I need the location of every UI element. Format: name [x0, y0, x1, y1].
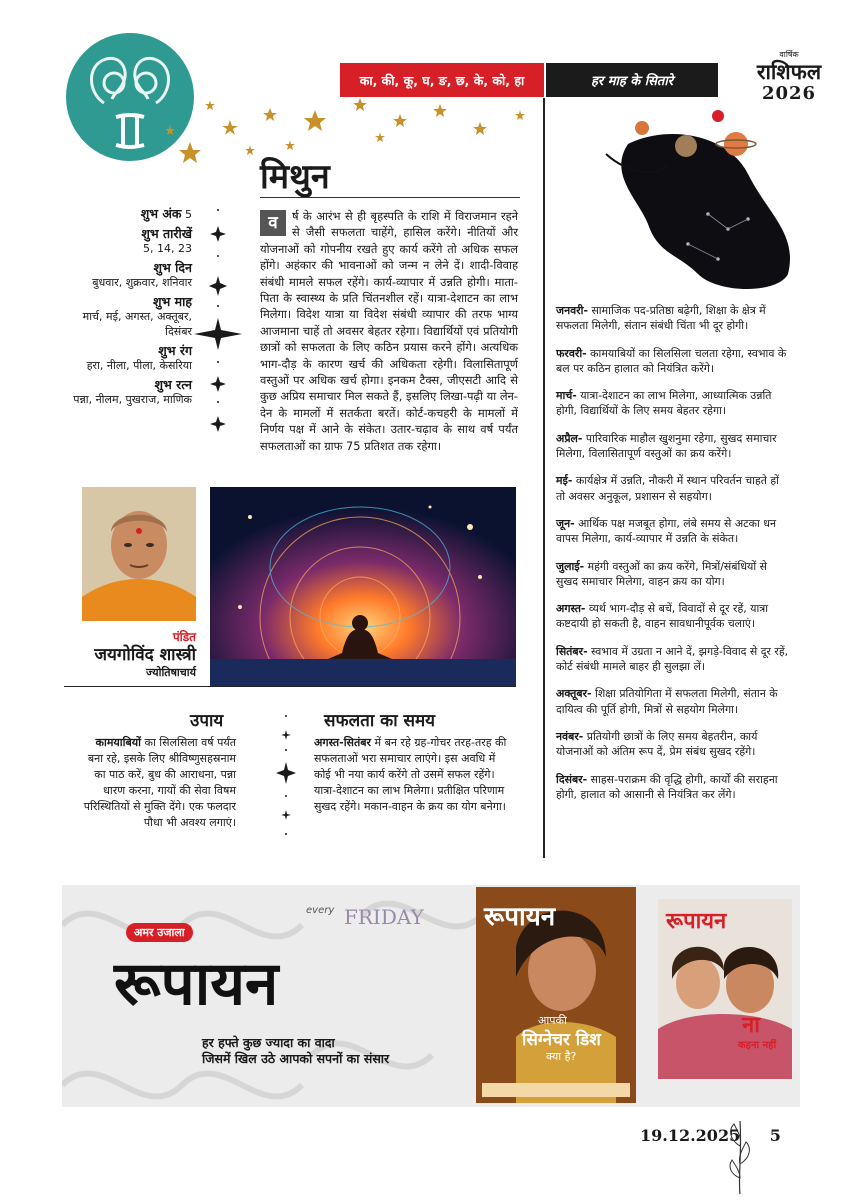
month-item — [556, 559, 790, 590]
month-name: मार्च- — [556, 389, 577, 403]
brand-year: 2026 — [761, 83, 817, 104]
brand-small: वार्षिक — [779, 50, 799, 59]
month-name: मई- — [556, 474, 573, 488]
every-label: every — [306, 905, 335, 916]
month-text: महंगी वस्तुओं का क्रय करेंगे, मित्रों/संबंधियों से सुखद समाचार मिलेगा, वाहन क्रय का योग। — [556, 559, 767, 588]
friday-label: FRIDAY — [344, 905, 424, 929]
attr-label: शुभ रंग — [158, 343, 192, 358]
sparkle-decoration-2 — [266, 710, 306, 850]
attr-lucky-months — [60, 294, 192, 339]
brand-name: राशिफल — [756, 59, 822, 84]
cover-2-line2: कहना नहीं — [738, 1040, 777, 1051]
month-item — [556, 601, 790, 632]
attr-lucky-number — [60, 206, 192, 222]
month-text: व्यर्थ भाग-दौड़ से बचें, विवादों से दूर रहें, यात्रा कष्टदायी हो सकती है, वाहन सावधानीपूर्वक चलाएं। — [556, 602, 769, 631]
month-text: प्रतियोगी छात्रों के लिए समय बेहतरीन, कार्य योजनाओं को अंतिम रूप दें, प्रेम संबंध सुखद रहेंगे। — [556, 729, 758, 759]
masthead-brand — [724, 50, 854, 104]
month-name: सितंबर- — [556, 644, 588, 658]
month-name: दिसंबर- — [556, 772, 588, 786]
pandit-name: जयगोविंद शास्त्री — [94, 645, 196, 665]
cover-1-line3: क्या है? — [546, 1050, 577, 1063]
planet-icon — [724, 132, 748, 156]
remedy-text — [80, 735, 236, 831]
column-divider — [543, 98, 545, 858]
ad-tagline — [202, 1035, 389, 1067]
attr-value: बुधवार, शुक्रवार, शनिवार — [92, 276, 192, 289]
cosmic-woman-illustration — [598, 104, 798, 294]
attr-label: शुभ रत्न — [154, 377, 192, 392]
cover-2-logo: रूपायन — [666, 908, 727, 934]
month-text: कामयाबियों का सिलसिला चलता रहेगा, स्वभाव के बल पर कठिन हालात को नियंत्रित करेंगे। — [556, 346, 787, 375]
month-text: यात्रा-देशाटन का लाभ मिलेगा, आध्यात्मिक उन्नति होगी, विद्यार्थियों के लिए समय बेहतर रहेगा। — [556, 389, 772, 418]
pandit-role: ज्योतिषाचार्य — [145, 666, 196, 679]
planet-icon — [712, 110, 724, 122]
remedy-body: का सिलसिला वर्ष पर्यंत बना रहे, इसके लिए श्रीविष्णुसहस्रनाम का पाठ करें, बुध की आराधना, पन्ना धारण करना, गायों की सेवा विषम परिस्थितियों से मुक्ति देंगे। एक फलदार पौधा भी अवश्य लगाएं। — [83, 736, 236, 829]
month-item — [556, 346, 790, 377]
leaf-ornament-icon — [720, 1116, 760, 1196]
horoscope-article — [260, 208, 518, 454]
month-item — [556, 473, 790, 504]
attr-lucky-dates — [60, 226, 192, 256]
month-name: जनवरी- — [556, 304, 588, 317]
attr-label: शुभ अंक — [140, 206, 182, 221]
pandit-credit — [64, 628, 196, 680]
month-text: स्वभाव में उग्रता न आने दें, झगड़े-विवाद से दूर रहें, कोर्ट संबंधी मामले बाहर ही सुलझा लें। — [556, 644, 789, 674]
drop-cap: व — [260, 210, 286, 236]
attr-lucky-gems — [60, 377, 192, 407]
month-name: नवंबर- — [556, 729, 584, 743]
month-text: शिक्षा प्रतियोगिता में सफलता मिलेगी, संतान के दायित्व की पूर्ति होगी, मित्रों से सहयोग मिलेगा। — [556, 687, 778, 716]
monthly-forecast — [556, 303, 790, 814]
tagline-banner: हर माह के सितारे — [546, 63, 718, 97]
syllables-banner: का, की, कू, घ, ङ, छ, के, को, हा — [340, 63, 544, 97]
month-name: अक्तूबर- — [556, 687, 592, 701]
cover-2-line1: ना — [742, 1013, 760, 1038]
month-name: अगस्त- — [556, 602, 586, 616]
cover-1-line1: आपकी — [538, 1014, 567, 1027]
attr-value: हरा, नीला, पीला, केसरिया — [86, 359, 192, 372]
cover-1-line2: सिग्नेचर डिश — [522, 1030, 601, 1050]
month-item — [556, 729, 790, 760]
month-name: अप्रैल- — [556, 431, 583, 445]
lucky-attributes — [60, 206, 192, 411]
month-name: फरवरी- — [556, 346, 587, 360]
month-item — [556, 516, 790, 547]
section-rule — [64, 686, 516, 687]
page-number: 5 — [769, 1126, 781, 1145]
month-text: कार्यक्षेत्र में उन्नति, नौकरी में स्थान परिवर्तन चाहते हों तो अवसर अनुकूल, प्रशासन से सहयोग। — [556, 474, 780, 503]
sign-title: मिथुन — [260, 157, 330, 197]
sparkle-decoration — [194, 206, 254, 436]
attr-label: शुभ माह — [153, 294, 192, 309]
magazine-cover-2 — [658, 899, 792, 1079]
success-body: में बन रहे ग्रह-गोचर तरह-तरह की सफलताओं भरा समाचार लाएंगे। इस अवधि में कोई भी नया कार्य करेंगे तो उसमें सफल रहेंगे। यात्रा-देशाटन का लाभ मिलेगा। प्रतीक्षित परिणाम सुखद रहेंगे। मकान-वाहन के क्रय का योग बनेगा। — [314, 736, 507, 813]
article-body: र्ष के आरंभ से ही बृहस्पति के राशि में विराजमान रहने से जैसी सफलता चाहेंगे, हासिल करेंगे। नीतियों और योजनाओं को गोपनीय रखते हुए कार्य करेंगे तो अधिक सफल होंगे। अहंकार की भावनाओं को जन्म न लेने दें। शादी-विवाह संबंधी मामले सफल रहेंगे। कार्य-व्यापार में उन्नति होगी। माता-पिता के स्वास्थ्य के प्रति चिंतनशील रहें। यात्रा-देशाटन का लाभ मिलेगा। विदेश यात्रा या विदेश संबंधी व्यापार की तरफ भाग्य आजमाना चाहें तो अवसर बेहतर रहेगा। विद्यार्थियों एवं प्रतियोगी छात्रों को सफलता के लिए कठिन प्रयास करने होंगे। अत्यधिक भाग-दौड़ के कारण खर्च की अधिकता रहेगी। विलासितापूर्ण वस्तुओं पर अधिक खर्च होगा। इनकम टैक्स, जीएसटी आदि से कुछ अप्रिय समाचार मिल सकते हैं, इसलिए लिखा-पढ़ी या लेन-देन के मामलों में सतर्कता बरतें। कोर्ट-कचहरी के मामलों में निर्णय पक्ष में आने के संकेत। उतार-चढ़ाव के साथ वर्ष पर्यंत सफलताओं का ग्राफ 75 प्रतिशत तक रहेगा। — [260, 209, 518, 453]
month-text: पारिवारिक माहौल खुशनुमा रहेगा, सुखद समाचार मिलेगा, विलासितापूर्ण वस्तुओं का क्रय करेंगे। — [556, 431, 777, 461]
attr-label: शुभ दिन — [153, 260, 192, 275]
meditation-artwork — [210, 487, 516, 687]
month-name: जून- — [556, 516, 575, 530]
pandit-photo — [82, 487, 196, 621]
month-text: सामाजिक पद-प्रतिष्ठा बढ़ेगी, शिक्षा के क्षेत्र में सफलता मिलेगी, संतान संबंधी चिंता भी दूर होगी। — [556, 304, 766, 333]
month-text: आर्थिक पक्ष मजबूत होगा, लंबे समय से अटका धन वापस मिलेगा, कार्य-व्यापार में उन्नति के संकेत। — [556, 516, 777, 546]
attr-value: मार्च, मई, अगस्त, अक्तूबर, दिसंबर — [82, 310, 192, 338]
ad-tagline-2: जिसमें खिल उठे आपको सपनों का संसार — [202, 1051, 390, 1066]
roopayan-advertisement — [62, 885, 800, 1107]
month-item — [556, 431, 790, 462]
month-text: साहस-पराक्रम की वृद्धि होगी, कार्यों की सराहना होगी, हालात को आसानी से नियंत्रित कर लेंगे। — [556, 772, 778, 801]
ad-tagline-1: हर हफ्ते कुछ ज्यादा का वादा — [202, 1035, 335, 1050]
attr-label: शुभ तारीखें — [141, 226, 192, 241]
remedy-lead: कामयाबियों — [95, 736, 141, 749]
month-name: जुलाई- — [556, 559, 585, 573]
month-item — [556, 388, 790, 419]
month-item — [556, 644, 790, 675]
magazine-logo: रूपायन — [114, 949, 279, 1019]
planet-icon — [675, 135, 697, 157]
planet-icon — [635, 121, 649, 135]
month-item — [556, 772, 790, 803]
pandit-title: पंडित — [172, 630, 196, 644]
cover-1-logo: रूपायन — [484, 902, 556, 932]
magazine-cover-1 — [476, 887, 636, 1103]
attr-value: 5, 14, 23 — [143, 242, 192, 255]
attr-value: 5 — [185, 208, 192, 221]
success-period-text — [314, 735, 508, 815]
attr-lucky-colors — [60, 343, 192, 373]
publisher-badge: अमर उजाला — [126, 923, 193, 942]
publish-date: 19.12.2025 — [640, 1126, 741, 1145]
success-lead: अगस्त-सितंबर — [314, 736, 372, 749]
remedy-title: उपाय — [190, 711, 224, 731]
month-item — [556, 686, 790, 717]
attr-lucky-days — [60, 260, 192, 290]
month-item — [556, 303, 790, 334]
attr-value: पन्ना, नीलम, पुखराज, माणिक — [73, 393, 192, 406]
title-rule — [260, 197, 520, 198]
success-period-title: सफलता का समय — [324, 711, 436, 731]
